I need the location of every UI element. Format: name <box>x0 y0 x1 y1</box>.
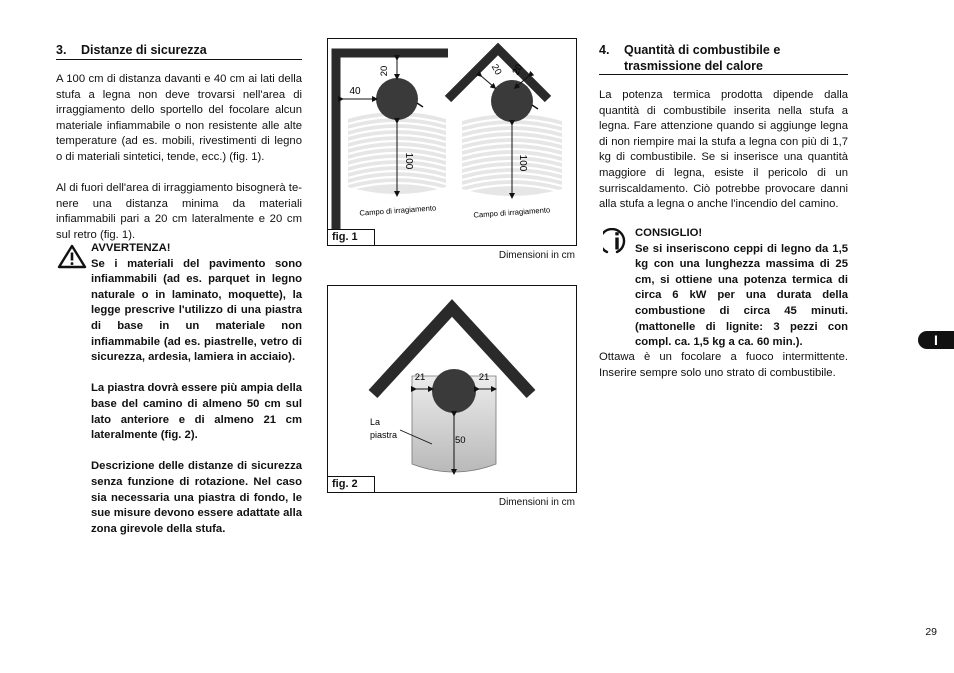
figure-2-caption: Dimensioni in cm <box>498 497 575 508</box>
section-4-rule <box>599 74 848 75</box>
section-4-paragraph-1: La potenza termica prodotta dipende dalla quantità di combustibile inserita nella stufa a legna. Fare attenzione quando si aggiunge legna di non riempire mai la stufa a legna con più di 1,7 kg di combustibile. Se si inserisce una quantità maggiore di legna, esiste il pericolo di un surriscaldamento. Ciò potrebbe provocare danni alla stufa a legna o anche l'incendio del camino. <box>599 89 848 211</box>
fig1-dim-back: 20 <box>379 65 390 77</box>
figure-1 <box>327 38 577 246</box>
figure-2-label: fig. 2 <box>328 476 375 492</box>
figure-1-diagram <box>328 39 576 245</box>
stove-left <box>376 78 418 120</box>
fig1-dim-front-b: 100 <box>517 154 528 172</box>
section-4-title-line-2: trasmissione del calore <box>624 59 763 73</box>
fig2-dim-front: 50 <box>455 435 466 446</box>
warning-title: AVVERTENZA! <box>91 242 171 254</box>
fig1-dim-front-a: 100 <box>403 152 414 170</box>
section-3-paragraph-2: Al di fuori dell'area di irraggiamento bisognerà tenere una distanza minima da materiali infiammabili pari a 20 cm lateralmente e 20 cm sul retro (fig. 1). <box>56 182 302 241</box>
page-number: 29 <box>925 626 937 638</box>
section-4-paragraph-2: Ottawa è un focolare a fuoco intermittente. Inserire sempre solo uno strato di combustibile. <box>599 351 848 379</box>
fig2-dim-right: 21 <box>478 372 490 383</box>
figure-2-diagram <box>328 286 576 492</box>
fig1-dim-corner-a: 20 <box>488 62 504 78</box>
figure-2 <box>327 285 577 493</box>
fig1-dim-side: 40 <box>349 86 361 97</box>
language-tab: I <box>918 331 954 349</box>
warning-icon <box>57 244 87 270</box>
section-3-heading <box>56 42 302 58</box>
section-4-title-line-1: Quantità di combustibile e <box>624 43 781 57</box>
tip-block <box>635 226 848 351</box>
warning-block <box>91 241 302 537</box>
warning-text-1: Se i materiali del pavimento sono infiammabili (ad es. parquet in legno naturale o in laminato, moquette), la legge prescrive l'utilizzo di una piastra di base in un materiale non infiammabile (ad es. piastrelle, vetro di sicurezza, ardesia, lamiera in acciaio). <box>91 257 302 364</box>
section-3-paragraph-1: A 100 cm di distanza davanti e 40 cm ai lati della stufa a legna non deve trovarsi nell'area di irraggiamento dello sportello del focolare alcun materiale infiammabile o non resistente alle alte temperature (ad es. mobili, rivestimenti di legno o di materiali sintetici, tende, ecc.) (fig. 1). <box>56 73 302 163</box>
fig1-zone-label-b: Campo di irragiamento <box>473 205 551 220</box>
tip-title: CONSIGLIO! <box>635 227 703 239</box>
fig1-zone-label-a: Campo di irragiamento <box>359 203 437 218</box>
section-4-heading <box>599 42 848 74</box>
warning-text-2: La piastra dovrà essere più ampia della base del camino di almeno 50 cm sul lato anteriore e di almeno 21 cm lateralmente (fig. 2). <box>91 382 302 442</box>
stove-right <box>491 80 533 122</box>
fig2-plate-label-2: piastra <box>370 430 398 440</box>
stove <box>432 369 476 413</box>
info-icon <box>603 228 633 254</box>
figure-1-caption: Dimensioni in cm <box>498 250 575 261</box>
tip-text: Se si inseriscono ceppi di legno da 1,5 kg con una lunghezza massima di 25 cm, si ottiene una potenza termica di circa 6 kW per una durata della combustione di circa 45 minuti.(mattonelle di lignite: 3 pezzi con compl. ca. 1,5 kg a ca. 60 min.). <box>635 242 848 349</box>
section-4-number: 4. <box>599 43 610 57</box>
figure-1-label: fig. 1 <box>328 229 375 245</box>
fig1-dim-corner-b: 20 <box>510 62 526 78</box>
section-3-number: 3. <box>56 43 67 57</box>
section-3-rule <box>56 59 302 60</box>
fig2-plate-label-1: La <box>370 417 381 427</box>
fig2-dim-left: 21 <box>414 372 426 383</box>
section-3-title: Distanze di sicurezza <box>81 43 207 57</box>
warning-text-3: Descrizione delle distanze di sicurezza senza funzione di rotazione. Nel caso sia necessaria una piastra di fondo, le sue misure devono essere adattate alla zona girevole della stufa. <box>91 460 302 535</box>
